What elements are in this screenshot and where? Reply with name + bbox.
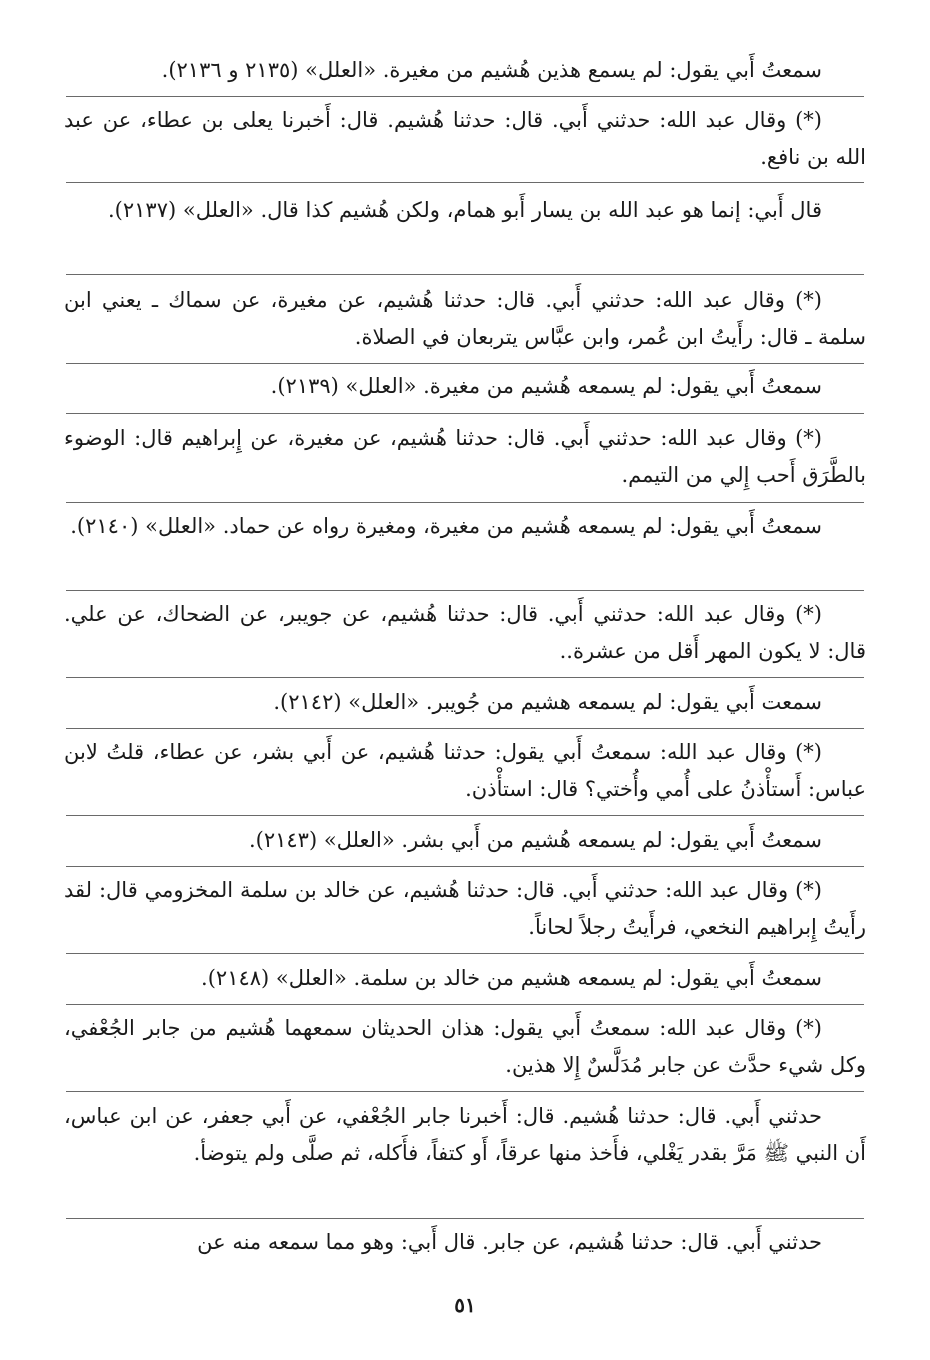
separator-rule <box>66 363 864 364</box>
paragraph-3: قال أَبي: إنما هو عبد الله بن يسار أَبو همام، ولكن هُشيم كذا قال. «العلل» (٢١٣٧). <box>107 198 822 222</box>
paragraph-5: سمعتُ أَبي يقول: لم يسمعه هُشيم من مغيرة. «العلل» (٢١٣٩). <box>270 374 822 398</box>
separator-rule <box>66 502 864 503</box>
paragraph-10: (*) وقال عبد الله: سمعتُ أَبي يقول: حدثنا هُشيم، عن أَبي بشر، عن عطاء، قلتُ لابن عباس: أَستأْذنُ على أُمي وأُختي؟ قال: استأْذن. <box>64 740 866 801</box>
separator-rule <box>66 1218 864 1219</box>
separator-rule <box>66 677 864 678</box>
paragraph-1: سمعتُ أَبي يقول: لم يسمع هذين هُشيم من مغيرة. «العلل» (٢١٣٥ و ٢١٣٦). <box>161 58 822 82</box>
paragraph-6: (*) وقال عبد الله: حدثني أَبي. قال: حدثنا هُشيم، عن مغيرة، عن إِبراهيم قال: الوضوء بالطَّرَق أَحب إِلي من التيمم. <box>64 426 866 487</box>
paragraph-11: سمعتُ أَبي يقول: لم يسمعه هُشيم من أَبي بشر. «العلل» (٢١٤٣). <box>248 828 822 852</box>
separator-rule <box>66 96 864 97</box>
separator-rule <box>66 274 864 275</box>
separator-rule <box>66 1004 864 1005</box>
separator-rule <box>66 866 864 867</box>
separator-rule <box>66 413 864 414</box>
separator-rule <box>66 953 864 954</box>
paragraph-8: (*) وقال عبد الله: حدثني أَبي. قال: حدثنا هُشيم، عن جويبر، عن الضحاك، عن علي. قال: لا يكون المهر أَقل من عشرة.. <box>64 602 866 663</box>
paragraph-15: حدثني أَبي. قال: حدثنا هُشيم. قال: أَخبرنا جابر الجُعْفي، عن أَبي جعفر، عن ابن عباس، أَن النبي ﷺ مَرَّ بقدر يَغْلي، فأَخذ منها عرقاً، أَو كتفاً، فأَكله، ثم صلَّى ولم يتوضأ. <box>64 1104 866 1165</box>
paragraph-9: سمعت أَبي يقول: لم يسمعه هشيم من جُويبر. «العلل» (٢١٤٢). <box>273 690 822 714</box>
paragraph-7: سمعتُ أَبي يقول: لم يسمعه هُشيم من مغيرة، ومغيرة رواه عن حماد. «العلل» (٢١٤٠). <box>70 514 822 538</box>
paragraph-12: (*) وقال عبد الله: حدثني أَبي. قال: حدثنا هُشيم، عن خالد بن سلمة المخزومي قال: لقد رأَيتُ إِبراهيم النخعي، فرأَيتُ رجلاً لحاناً. <box>64 878 866 939</box>
paragraph-2: (*) وقال عبد الله: حدثني أَبي. قال: حدثنا هُشيم. قال: أَخبرنا يعلى بن عطاء، عن عبد الله بن نافع. <box>64 108 866 169</box>
page-number: ٥١ <box>454 1293 476 1317</box>
paragraph-13: سمعتُ أَبي يقول: لم يسمعه هشيم من خالد بن سلمة. «العلل» (٢١٤٨). <box>201 966 822 990</box>
separator-rule <box>66 182 864 183</box>
paragraph-14: (*) وقال عبد الله: سمعتُ أَبي يقول: هذان الحديثان سمعهما هُشيم من جابر الجُعْفي، وكل شيء حدَّث عن جابر مُدَلَّسٌ إِلا هذين. <box>64 1016 866 1077</box>
paragraph-4: (*) وقال عبد الله: حدثني أَبي. قال: حدثنا هُشيم، عن مغيرة، عن سماك ـ يعني ابن سلمة ـ قال: رأَيتُ ابن عُمر، وابن عبَّاس يتربعان في الصلاة. <box>64 288 866 349</box>
separator-rule <box>66 590 864 591</box>
separator-rule <box>66 1091 864 1092</box>
separator-rule <box>66 815 864 816</box>
paragraph-16: حدثني أَبي. قال: حدثنا هُشيم، عن جابر. قال أَبي: وهو مما سمعه منه عن <box>197 1230 822 1254</box>
separator-rule <box>66 728 864 729</box>
